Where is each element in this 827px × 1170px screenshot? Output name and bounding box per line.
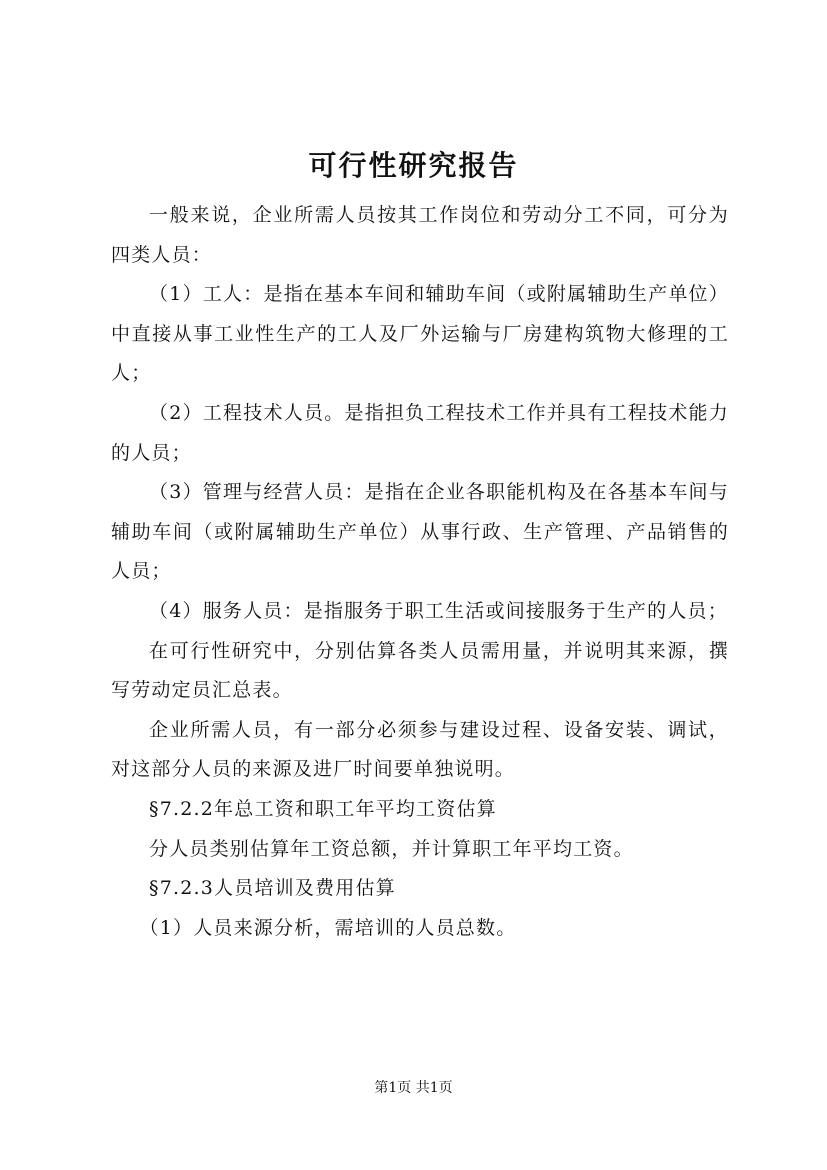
section-heading: §7.2.3人员培训及费用估算 bbox=[149, 877, 396, 900]
paragraph: （2）工程技术人员。是指担负工程技术工作并具有工程技术能力的人员； bbox=[111, 401, 729, 464]
section-heading: §7.2.2年总工资和职工年平均工资估算 bbox=[149, 797, 497, 820]
paragraph: （4）服务人员：是指服务于职工生活或间接服务于生产的人员； bbox=[149, 599, 728, 622]
document-body bbox=[111, 196, 729, 948]
paragraph: 一般来说，企业所需人员按其工作岗位和劳动分工不同，可分为四类人员： bbox=[111, 204, 729, 266]
paragraph: 分人员类别估算年工资总额，并计算职工年平均工资。 bbox=[149, 837, 634, 860]
paragraph: 企业所需人员，有一部分必须参与建设过程、设备安装、调试，对这部分人员的来源及进厂时间要单独说明。 bbox=[111, 718, 729, 781]
page-number: 第1页 共1页 bbox=[374, 1080, 453, 1096]
document-title: 可行性研究报告 bbox=[308, 149, 519, 182]
page-footer bbox=[0, 1078, 827, 1098]
paragraph: （3）管理与经营人员：是指在企业各职能机构及在各基本车间与辅助车间（或附属辅助生产单位）从事行政、生产管理、产品销售的人员； bbox=[111, 481, 729, 583]
paragraph: （1）工人：是指在基本车间和辅助车间（或附属辅助生产单位）中直接从事工业性生产的工人及厂外运输与厂房建构筑物大修理的工人； bbox=[111, 283, 729, 385]
paragraph: 在可行性研究中，分别估算各类人员需用量，并说明其来源，撰写劳动定员汇总表。 bbox=[111, 639, 729, 702]
paragraph: （1）人员来源分析，需培训的人员总数。 bbox=[139, 916, 517, 939]
